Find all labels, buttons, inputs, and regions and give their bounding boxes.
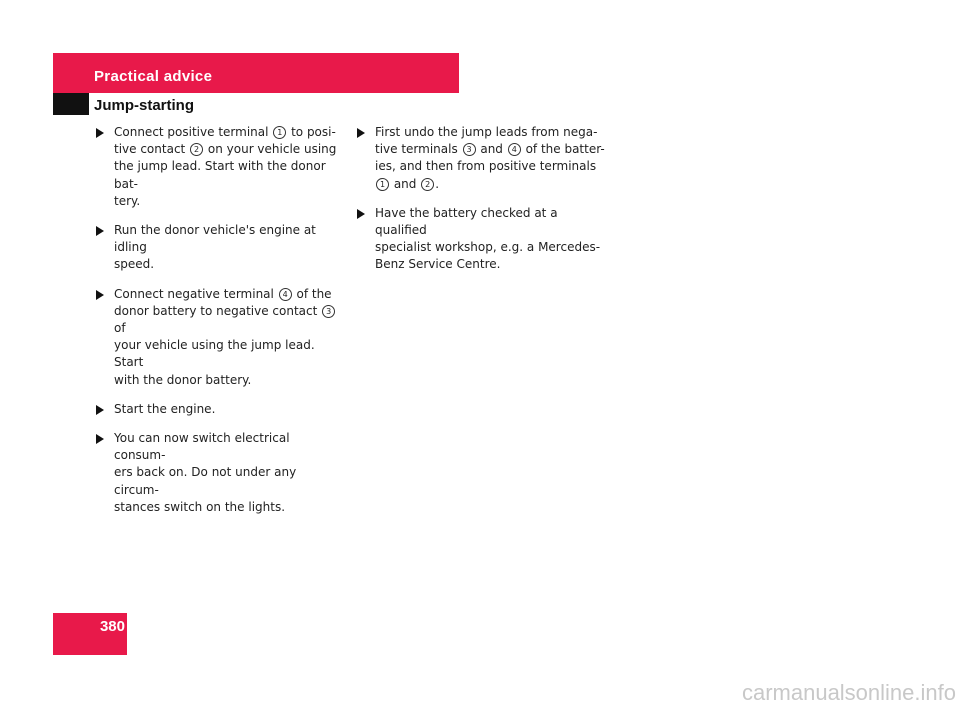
step-text: Benz Service Centre. bbox=[375, 257, 501, 272]
step-text: Run the donor vehicle's engine at idling bbox=[114, 223, 316, 255]
instruction-step bbox=[355, 124, 605, 193]
right-column bbox=[355, 124, 605, 286]
instruction-step bbox=[94, 124, 344, 210]
step-text: on your vehicle using bbox=[204, 142, 337, 157]
section-title: Practical advice bbox=[94, 68, 213, 85]
step-text: your vehicle using the jump lead. Start bbox=[114, 338, 315, 370]
step-text: First undo the jump leads from nega- bbox=[375, 125, 598, 139]
subsection-title: Jump-starting bbox=[94, 97, 195, 114]
callout-number-icon: 3 bbox=[463, 143, 476, 156]
bullet-arrow-icon bbox=[96, 128, 104, 138]
bullet-arrow-icon bbox=[96, 290, 104, 300]
instruction-step bbox=[94, 430, 344, 516]
step-text: You can now switch electrical consum- bbox=[114, 431, 290, 463]
step-text: specialist workshop, e.g. a Mercedes- bbox=[375, 240, 601, 255]
step-text: with the donor battery. bbox=[114, 372, 252, 387]
step-text: of bbox=[114, 321, 126, 336]
step-text: tive contact bbox=[114, 142, 190, 157]
watermark: carmanualsonline.info bbox=[741, 680, 956, 705]
step-text: Have the battery checked at a qualified bbox=[375, 205, 558, 238]
step-text: stances switch on the lights. bbox=[114, 499, 286, 514]
section-tab-marker bbox=[53, 93, 89, 115]
step-text: of the bbox=[292, 286, 332, 301]
callout-number-icon: 2 bbox=[190, 143, 203, 156]
step-text: Start the engine. bbox=[114, 401, 216, 416]
step-text: the jump lead. Start with the donor bat- bbox=[114, 159, 326, 191]
step-text: to posi- bbox=[287, 125, 336, 139]
callout-number-icon: 1 bbox=[273, 126, 286, 139]
step-text: Connect positive terminal bbox=[114, 125, 273, 139]
step-text: speed. bbox=[114, 257, 155, 272]
bullet-arrow-icon bbox=[96, 405, 104, 415]
callout-number-icon: 4 bbox=[508, 143, 521, 156]
callout-number-icon: 1 bbox=[376, 178, 389, 191]
callout-number-icon: 2 bbox=[421, 178, 434, 191]
instruction-step bbox=[94, 286, 344, 389]
step-text: of the batter- bbox=[521, 142, 605, 157]
left-column bbox=[94, 124, 344, 528]
step-text: ies, and then from positive terminals bbox=[375, 159, 597, 174]
step-text: Connect negative terminal bbox=[114, 286, 278, 301]
step-text: and bbox=[476, 142, 507, 157]
bullet-arrow-icon bbox=[357, 128, 365, 138]
bullet-arrow-icon bbox=[96, 226, 104, 236]
step-text: . bbox=[435, 176, 440, 191]
bullet-arrow-icon bbox=[357, 209, 365, 219]
instruction-step bbox=[94, 222, 344, 274]
page-number: 380 bbox=[99, 618, 125, 635]
bullet-arrow-icon bbox=[96, 434, 104, 444]
instruction-step bbox=[94, 401, 344, 418]
callout-number-icon: 4 bbox=[279, 288, 292, 301]
step-text: tery. bbox=[114, 193, 141, 208]
step-text: and bbox=[390, 176, 421, 191]
instruction-step bbox=[355, 205, 605, 274]
step-text: tive terminals bbox=[375, 142, 462, 157]
page-number-box bbox=[53, 613, 127, 655]
callout-number-icon: 3 bbox=[322, 305, 335, 318]
step-text: donor battery to negative contact bbox=[114, 303, 322, 318]
step-text: ers back on. Do not under any circum- bbox=[114, 465, 297, 497]
